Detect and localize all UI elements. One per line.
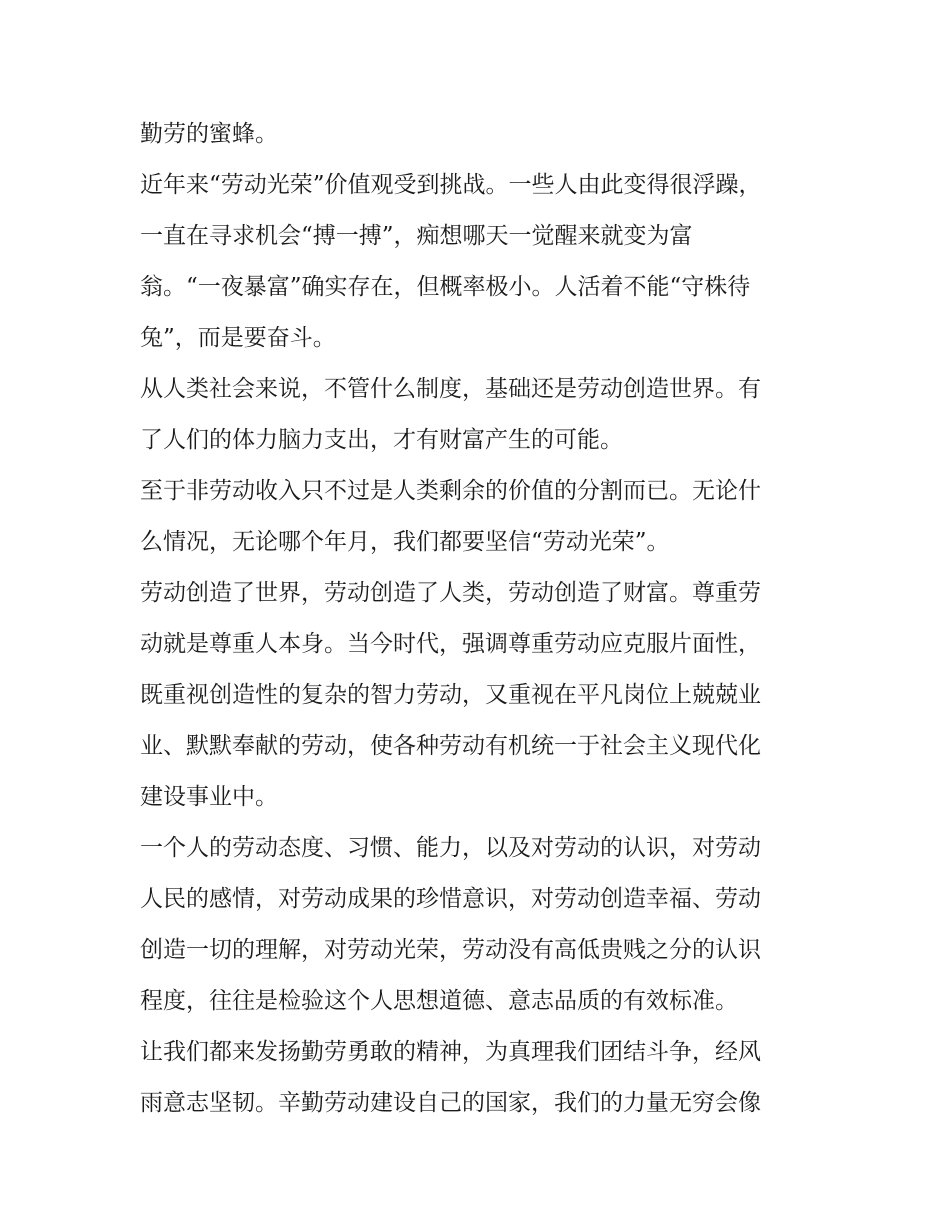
text-line: 业、默默奉献的劳动，使各种劳动有机统一于社会主义现代化: [140, 733, 761, 759]
text-line: 近年来“劳动光荣”价值观受到挑战。一些人由此变得很浮躁，: [140, 172, 762, 198]
text-line: 了人们的体力脑力支出，才有财富产生的可能。: [140, 427, 623, 453]
text-line: 从人类社会来说，不管什么制度，基础还是劳动创造世界。有: [140, 376, 761, 402]
text-line: 动就是尊重人本身。当今时代，强调尊重劳动应克服片面性，: [140, 631, 761, 657]
text-line: 让我们都来发扬勤劳勇敢的精神，为真理我们团结斗争，经风: [140, 1039, 761, 1065]
text-line: 人民的感情，对劳动成果的珍惜意识，对劳动创造幸福、劳动: [140, 886, 761, 912]
text-line: 翁。“一夜暴富”确实存在，但概率极小。人活着不能“守株待: [140, 274, 751, 300]
text-line: 创造一切的理解，对劳动光荣，劳动没有高低贵贱之分的认识: [140, 937, 761, 963]
text-line: 劳动创造了世界，劳动创造了人类，劳动创造了财富。尊重劳: [140, 580, 761, 606]
text-line: 既重视创造性的复杂的智力劳动，又重视在平凡岗位上兢兢业: [140, 682, 761, 708]
text-line: 一个人的劳动态度、习惯、能力，以及对劳动的认识，对劳动: [140, 835, 761, 861]
text-line: 勤劳的蜜蜂。: [140, 121, 278, 147]
text-line: 兔”，而是要奋斗。: [140, 325, 336, 351]
text-line: 么情况，无论哪个年月，我们都要坚信“劳动光荣”。: [140, 529, 670, 555]
text-line: 至于非劳动收入只不过是人类剩余的价值的分割而已。无论什: [140, 478, 761, 504]
text-line: 建设事业中。: [140, 784, 278, 810]
document-body: [140, 109, 820, 1129]
text-line: 一直在寻求机会“搏一搏”，痴想哪天一觉醒来就变为富: [140, 223, 693, 249]
text-line: 程度，往往是检验这个人思想道德、意志品质的有效标准。: [140, 988, 738, 1014]
text-line: 雨意志坚韧。辛勤劳动建设自己的国家，我们的力量无穷会像: [140, 1090, 761, 1116]
